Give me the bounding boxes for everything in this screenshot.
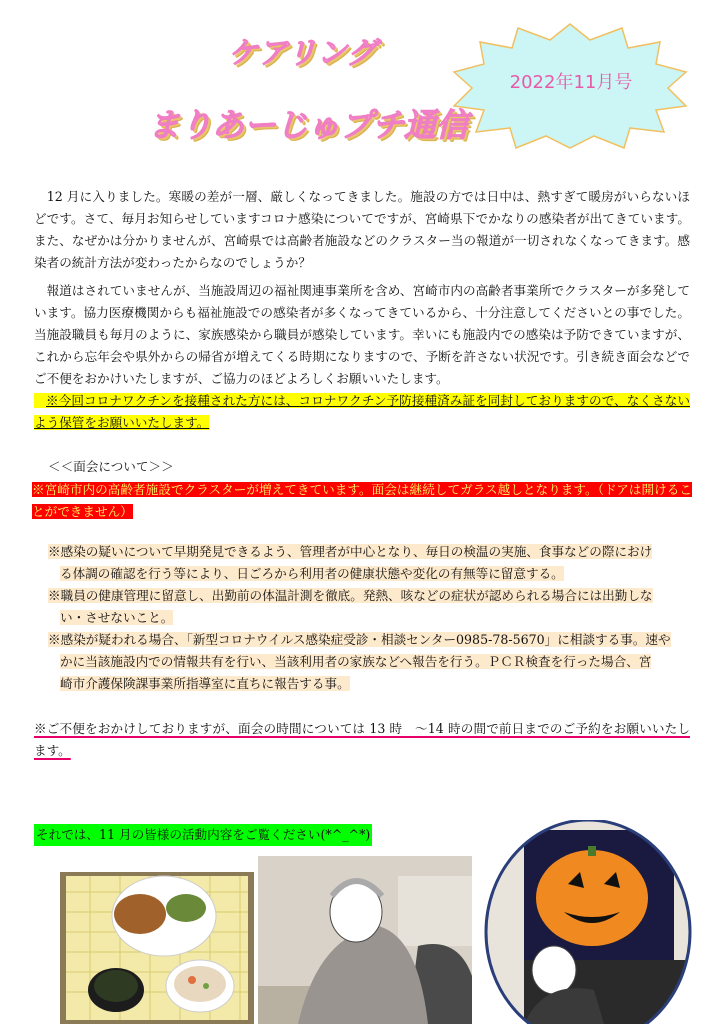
bullet-2-line-2: い・させないこと。 [60, 610, 174, 625]
visit-bullet-3 [48, 629, 688, 695]
visit-bullet-1 [48, 541, 688, 585]
activities-intro: それでは、11 月の皆様の活動内容をご覧ください(*^_^*) [34, 824, 372, 846]
visit-time-note-text: ※ご不便をおかけしておりますが、面会の時間については 13 時 ～14 時の間で前日までのご予約をお願いいたします。 [34, 721, 690, 758]
vaccine-note-text: ※今回コロナワクチンを接種された方には、コロナワクチン予防接種済み証を同封しておりますので、なくさないよう保管をお願いいたします。 [34, 393, 690, 430]
visit-alert-text: ※宮崎市内の高齢者施設でクラスターが増えてきています。面会は継続してガラス越しとなります。（ドアは開けることができません） [32, 482, 692, 519]
vaccine-note [34, 390, 690, 434]
visit-heading: ＜＜面会について＞＞ [48, 459, 174, 474]
visit-alert [32, 479, 692, 523]
newsletter-title-line1: ケアリング [228, 36, 377, 71]
bullet-3-line-2: かに当該施設内での情報共有を行い、当該利用者の家族などへ報告を行う。ＰＣＲ検査を行った場合、宮 [60, 654, 652, 669]
newsletter-title-line2: まりあーじゅプチ通信 [148, 106, 469, 144]
meal-photo [60, 872, 254, 1024]
intro-paragraph-2: 報道はされていませんが、当施設周辺の福祉関連事業所を含め、宮崎市内の高齢者事業所でクラスターが多発しています。協力医療機関からも福祉施設での感染者が多くなってきているから、十分注意してくださいとの事でした。当施設職員も毎月のように、家族感染から職員が感染しています。幸いにも施設内での感染は予防できていますが、これから忘年会や県外からの帰省が増えてくる時期になりますので、予断を許さない状況です。引き続き面会などでご不便をおかけいたしますが、ご協力のほどよろしくお願いいたします。 [34, 283, 690, 386]
bullet-1-line-1: ※感染の疑いについて早期発見できるよう、管理者が中心となり、毎日の検温の実施、食事などの際におけ [48, 544, 653, 559]
bullet-3-line-1: ※感染が疑われる場合、「新型コロナウイルス感染症受診・相談センター0985-78-5670」に相談する事。速や [48, 632, 671, 647]
issue-date: 2022年11月号 [509, 72, 633, 93]
bullet-3-line-3: 崎市介護保険課事業所指導室に直ちに報告する事。 [60, 676, 350, 691]
bullet-2-line-1: ※職員の健康管理に留意し、出勤前の体温計測を徹底。発熱、咳などの症状が認められる場合には出勤しな [48, 588, 653, 603]
intro-paragraph-1: 12 月に入りました。寒暖の差が一層、厳しくなってきました。施設の方では日中は、熱すぎて暖房がいらないほどです。さて、毎月お知らせしていますコロナ感染についてですが、宮崎県下でかなりの感染者が出てきています。また、なぜかは分かりませんが、宮崎県では高齢者施設などのクラスター当の報道が一切されなくなってきます。感染者の統計方法が変わったからなのでしょうか？ [34, 189, 690, 270]
visit-bullet-2 [48, 585, 688, 629]
bullet-1-line-2: る体調の確認を行う等により、日ごろから利用者の健康状態や変化の有無等に留意する。 [60, 566, 564, 581]
resident-photo-1 [258, 856, 472, 1024]
visit-time-note [34, 718, 690, 762]
halloween-photo [484, 820, 694, 1024]
